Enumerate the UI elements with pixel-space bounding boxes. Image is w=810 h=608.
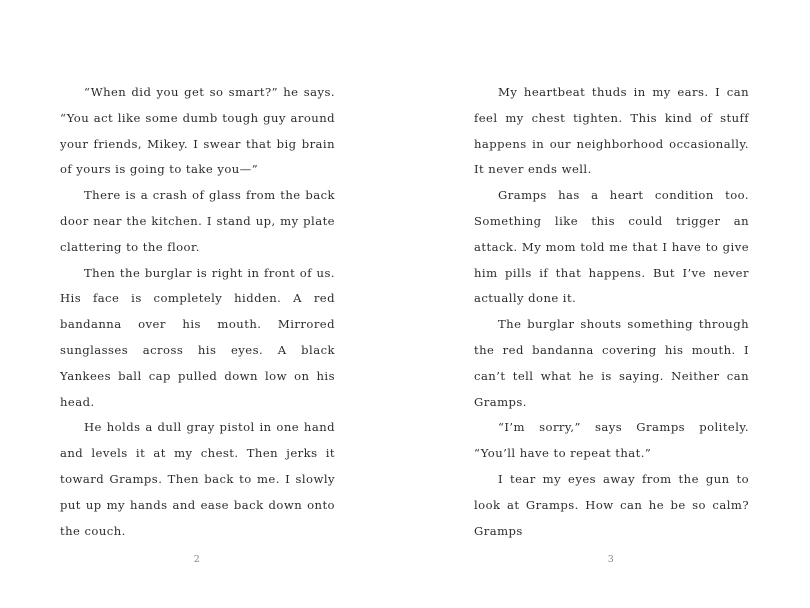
right-paragraph-1: My heartbeat thuds in my ears. I can feel my chest tighten. This kind of stuff happens in our neighborhood occasionally. It never ends well. — [474, 85, 749, 177]
left-page-text — [60, 80, 335, 544]
right-paragraph-5: I tear my eyes away from the gun to look at Gramps. How can he be so calm? Gramps — [474, 471, 749, 538]
right-paragraph-3: The burglar shouts something through the red bandanna covering his mouth. I can’t tell what he is saying. Neither can Gramps. — [474, 317, 749, 409]
right-page-number: 3 — [607, 554, 615, 565]
right-paragraph-4: “I’m sorry,” says Gramps politely. “You’ll have to repeat that.” — [474, 420, 749, 461]
right-page-text — [474, 80, 749, 544]
left-paragraph-3: Then the burglar is right in front of us. His face is completely hidden. A red bandanna over his mouth. Mirrored sunglasses across his eyes. A black Yankees ball cap pulled down low on his head. — [60, 265, 335, 409]
left-paragraph-1: “When did you get so smart?” he says. “You act like some dumb tough guy around your friends, Mikey. I swear that big brain of yours is going to take you—” — [60, 85, 335, 177]
right-paragraph-2: Gramps has a heart condition too. Something like this could trigger an attack. My mom told me that I have to give him pills if that happens. But I’ve never actually done it. — [474, 188, 749, 306]
left-paragraph-4: He holds a dull gray pistol in one hand and levels it at my chest. Then jerks it toward Gramps. Then back to me. I slowly put up my hands and ease back down onto the couch. — [60, 420, 335, 538]
left-paragraph-2: There is a crash of glass from the back door near the kitchen. I stand up, my plate clattering to the floor. — [60, 188, 335, 254]
left-page-number: 2 — [193, 554, 201, 565]
